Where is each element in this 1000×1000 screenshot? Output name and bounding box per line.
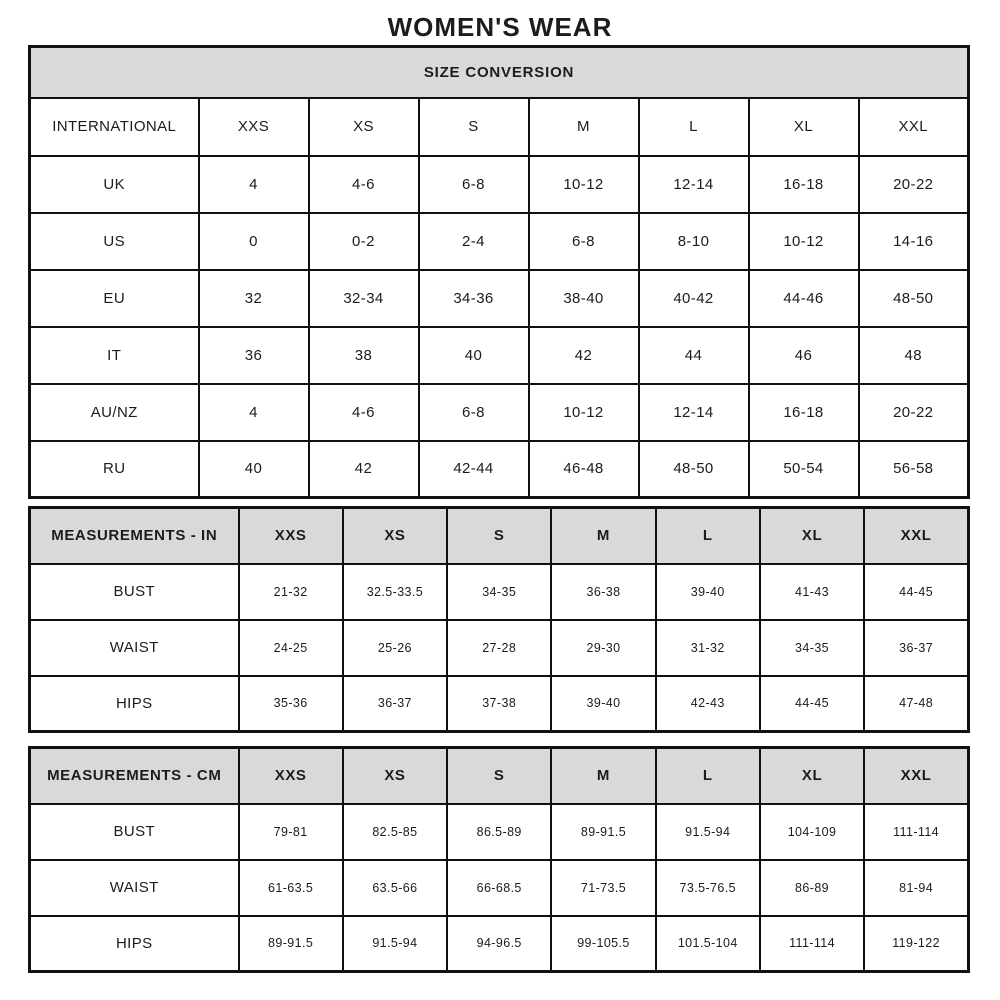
column-header-xs: XS	[343, 508, 447, 564]
size-cell: 42-44	[419, 441, 529, 498]
size-cell: 40	[419, 327, 529, 384]
row-label: BUST	[30, 804, 239, 860]
row-label: HIPS	[30, 676, 239, 732]
row-label: UK	[30, 156, 199, 213]
column-header-l: L	[656, 748, 760, 804]
column-header-xxs: XXS	[199, 98, 309, 156]
measure-cell: 47-48	[864, 676, 968, 732]
size-cell: 38-40	[529, 270, 639, 327]
size-cell: 48-50	[859, 270, 969, 327]
measure-cell: 81-94	[864, 860, 968, 916]
measure-cell: 94-96.5	[447, 916, 551, 972]
measure-cell: 86.5-89	[447, 804, 551, 860]
measure-cell: 71-73.5	[551, 860, 655, 916]
column-header-xxl: XXL	[864, 508, 968, 564]
measure-cell: 104-109	[760, 804, 864, 860]
size-cell: 48-50	[639, 441, 749, 498]
row-label: RU	[30, 441, 199, 498]
measure-cell: 32.5-33.5	[343, 564, 447, 620]
column-header-l: L	[639, 98, 749, 156]
size-cell: 12-14	[639, 384, 749, 441]
size-cell: 44	[639, 327, 749, 384]
column-header-xxl: XXL	[864, 748, 968, 804]
column-header-m: M	[551, 508, 655, 564]
column-header-xs: XS	[343, 748, 447, 804]
measure-cell: 31-32	[656, 620, 760, 676]
row-label: WAIST	[30, 860, 239, 916]
row-bust-cm	[30, 804, 969, 860]
column-header-m: M	[551, 748, 655, 804]
measure-cell: 27-28	[447, 620, 551, 676]
row-waist-cm	[30, 860, 969, 916]
size-cell: 44-46	[749, 270, 859, 327]
measure-cell: 42-43	[656, 676, 760, 732]
measure-cell: 34-35	[760, 620, 864, 676]
row-label: US	[30, 213, 199, 270]
measure-cell: 39-40	[551, 676, 655, 732]
column-header-xl: XL	[749, 98, 859, 156]
size-conversion-columns-row	[30, 98, 969, 156]
row-bust-in	[30, 564, 969, 620]
size-conversion-title: SIZE CONVERSION	[30, 47, 969, 98]
size-cell: 32-34	[309, 270, 419, 327]
measure-cell: 61-63.5	[239, 860, 343, 916]
page-title: WOMEN'S WEAR	[387, 12, 613, 42]
size-cell: 50-54	[749, 441, 859, 498]
measure-cell: 44-45	[864, 564, 968, 620]
measurements-cm-header-row	[30, 748, 969, 804]
measure-cell: 66-68.5	[447, 860, 551, 916]
measure-cell: 41-43	[760, 564, 864, 620]
measure-cell: 111-114	[864, 804, 968, 860]
size-conversion-table	[28, 45, 970, 499]
column-header-s: S	[447, 748, 551, 804]
size-cell: 42	[309, 441, 419, 498]
size-cell: 40	[199, 441, 309, 498]
row-label: IT	[30, 327, 199, 384]
row-eu	[30, 270, 969, 327]
size-cell: 46-48	[529, 441, 639, 498]
column-header-xs: XS	[309, 98, 419, 156]
column-header-s: S	[419, 98, 529, 156]
column-header-l: L	[656, 508, 760, 564]
column-header-xxs: XXS	[239, 508, 343, 564]
measurements-in-title: MEASUREMENTS - IN	[30, 508, 239, 564]
measure-cell: 119-122	[864, 916, 968, 972]
size-conversion-header-row	[30, 47, 969, 98]
size-cell: 10-12	[749, 213, 859, 270]
row-label: HIPS	[30, 916, 239, 972]
size-cell: 4	[199, 384, 309, 441]
column-header-xl: XL	[760, 748, 864, 804]
size-cell: 6-8	[529, 213, 639, 270]
measure-cell: 89-91.5	[551, 804, 655, 860]
measure-cell: 111-114	[760, 916, 864, 972]
size-cell: 14-16	[859, 213, 969, 270]
column-header-international: INTERNATIONAL	[30, 98, 199, 156]
measure-cell: 39-40	[656, 564, 760, 620]
measure-cell: 82.5-85	[343, 804, 447, 860]
column-header-xxl: XXL	[859, 98, 969, 156]
size-cell: 10-12	[529, 384, 639, 441]
size-cell: 2-4	[419, 213, 529, 270]
size-cell: 0-2	[309, 213, 419, 270]
size-cell: 4-6	[309, 156, 419, 213]
row-it	[30, 327, 969, 384]
column-header-xxs: XXS	[239, 748, 343, 804]
column-header-s: S	[447, 508, 551, 564]
column-header-xl: XL	[760, 508, 864, 564]
row-label: WAIST	[30, 620, 239, 676]
size-cell: 34-36	[419, 270, 529, 327]
size-cell: 48	[859, 327, 969, 384]
size-cell: 0	[199, 213, 309, 270]
row-waist-in	[30, 620, 969, 676]
row-hips-cm	[30, 916, 969, 972]
size-cell: 42	[529, 327, 639, 384]
measure-cell: 63.5-66	[343, 860, 447, 916]
measure-cell: 24-25	[239, 620, 343, 676]
measure-cell: 36-37	[343, 676, 447, 732]
measure-cell: 36-37	[864, 620, 968, 676]
measure-cell: 89-91.5	[239, 916, 343, 972]
size-cell: 4	[199, 156, 309, 213]
size-cell: 36	[199, 327, 309, 384]
measure-cell: 35-36	[239, 676, 343, 732]
measure-cell: 101.5-104	[656, 916, 760, 972]
measurements-in-header-row	[30, 508, 969, 564]
measure-cell: 91.5-94	[656, 804, 760, 860]
measure-cell: 44-45	[760, 676, 864, 732]
size-cell: 20-22	[859, 384, 969, 441]
size-cell: 8-10	[639, 213, 749, 270]
measure-cell: 36-38	[551, 564, 655, 620]
measure-cell: 21-32	[239, 564, 343, 620]
size-cell: 40-42	[639, 270, 749, 327]
size-cell: 10-12	[529, 156, 639, 213]
measurements-cm-table	[28, 746, 970, 973]
row-hips-in	[30, 676, 969, 732]
column-header-m: M	[529, 98, 639, 156]
measurements-in-table	[28, 506, 970, 733]
row-label: EU	[30, 270, 199, 327]
row-us	[30, 213, 969, 270]
measure-cell: 37-38	[447, 676, 551, 732]
size-cell: 20-22	[859, 156, 969, 213]
size-cell: 6-8	[419, 384, 529, 441]
measure-cell: 79-81	[239, 804, 343, 860]
measurements-cm-title: MEASUREMENTS - CM	[30, 748, 239, 804]
size-cell: 6-8	[419, 156, 529, 213]
measure-cell: 86-89	[760, 860, 864, 916]
measure-cell: 73.5-76.5	[656, 860, 760, 916]
row-label: AU/NZ	[30, 384, 199, 441]
size-cell: 56-58	[859, 441, 969, 498]
row-label: BUST	[30, 564, 239, 620]
size-cell: 32	[199, 270, 309, 327]
row-aunz	[30, 384, 969, 441]
size-cell: 4-6	[309, 384, 419, 441]
measure-cell: 99-105.5	[551, 916, 655, 972]
row-ru	[30, 441, 969, 498]
size-cell: 16-18	[749, 156, 859, 213]
size-cell: 16-18	[749, 384, 859, 441]
measure-cell: 34-35	[447, 564, 551, 620]
row-uk	[30, 156, 969, 213]
size-cell: 12-14	[639, 156, 749, 213]
measure-cell: 25-26	[343, 620, 447, 676]
measure-cell: 29-30	[551, 620, 655, 676]
size-cell: 38	[309, 327, 419, 384]
measure-cell: 91.5-94	[343, 916, 447, 972]
size-cell: 46	[749, 327, 859, 384]
